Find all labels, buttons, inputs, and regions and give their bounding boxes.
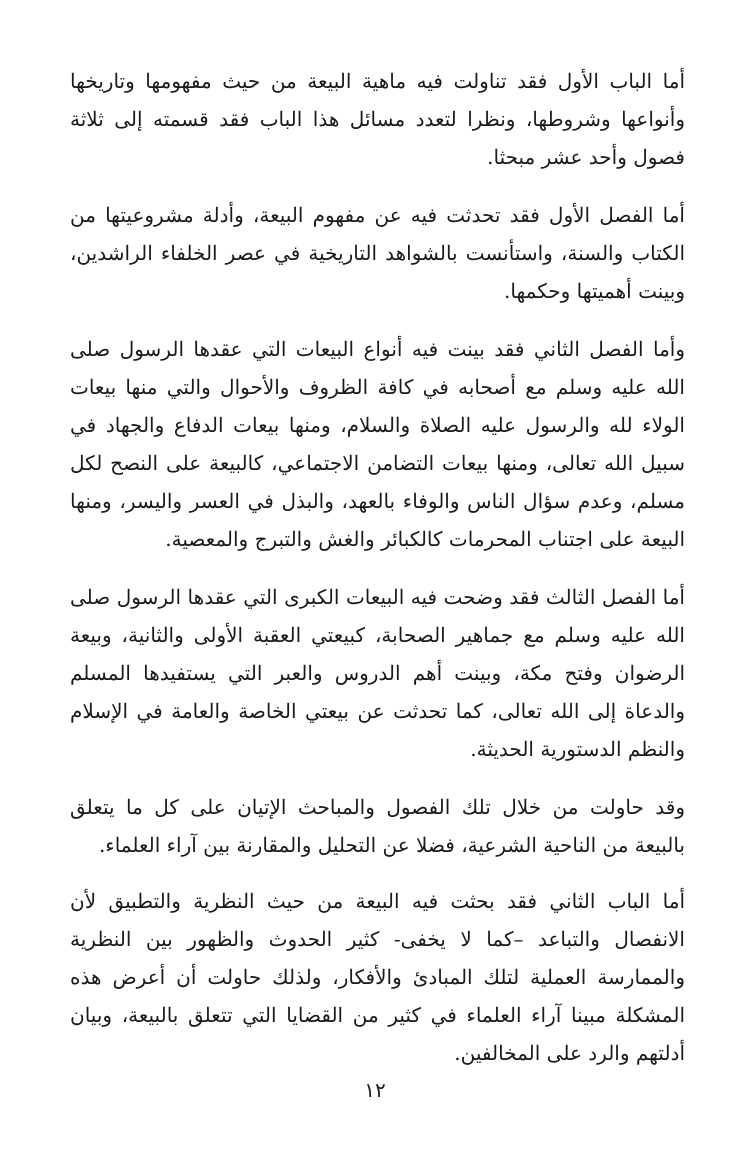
paragraph-chapter-two: وأما الفصل الثاني فقد بينت فيه أنواع البيعات التي عقدها الرسول صلى الله عليه وسلم مع أصحابه في كافة الظروف والأحوال والتي منها بيعات الولاء لله والرسول عليه الصلاة والسلام، ومنها بيعات الدفاع والجهاد في سبيل الله تعالى، ومنها بيعات التضامن الاجتماعي، كالبيعة على النصح لكل مسلم، وعدم سؤال الناس والوفاء بالعهد، والبذل في العسر واليسر، ومنها البيعة على اجتناب المحرمات كالكبائر والغش والتبرج والمعصية. [70, 337, 685, 551]
paragraph-intro-part-one: أما الباب الأول فقد تناولت فيه ماهية البيعة من حيث مفهومها وتاريخها وأنواعها وشروطها، ونظرا لتعدد مسائل هذا الباب فقد قسمته إلى ثلاثة فصول وأحد عشر مبحثا. [70, 69, 685, 169]
page-number: ١٢ [364, 1078, 386, 1102]
paragraph-method: وقد حاولت من خلال تلك الفصول والمباحث الإتيان على كل ما يتعلق بالبيعة من الناحية الشرعية، فضلا عن التحليل والمقارنة بين آراء العلماء. [70, 795, 685, 857]
paragraph-part-two: أما الباب الثاني فقد بحثت فيه البيعة من حيث النظرية والتطبيق لأن الانفصال والتباعد –كما لا يخفى- كثير الحدوث والظهور بين النظرية والممارسة العملية لتلك المبادئ والأفكار، ولذلك حاولت أن أعرض هذه المشكلة مبينا آراء العلماء في كثير من القضايا التي تتعلق بالبيعة، وبيان أدلتهم والرد على المخالفين. [70, 889, 685, 1065]
paragraph-chapter-three: أما الفصل الثالث فقد وضحت فيه البيعات الكبرى التي عقدها الرسول صلى الله عليه وسلم مع جماهير الصحابة، كبيعتي العقبة الأولى والثانية، وبيعة الرضوان وفتح مكة، وبينت أهم الدروس والعبر التي يستفيدها المسلم والدعاة إلى الله تعالى، كما تحدثت عن بيعتي الخاصة والعامة في الإسلام والنظم الدستورية الحديثة. [70, 585, 685, 761]
paragraph-chapter-one: أما الفصل الأول فقد تحدثت فيه عن مفهوم البيعة، وأدلة مشروعيتها من الكتاب والسنة، واستأنست بالشواهد التاريخية في عصر الخلفاء الراشدين، وبينت أهميتها وحكمها. [70, 203, 685, 303]
